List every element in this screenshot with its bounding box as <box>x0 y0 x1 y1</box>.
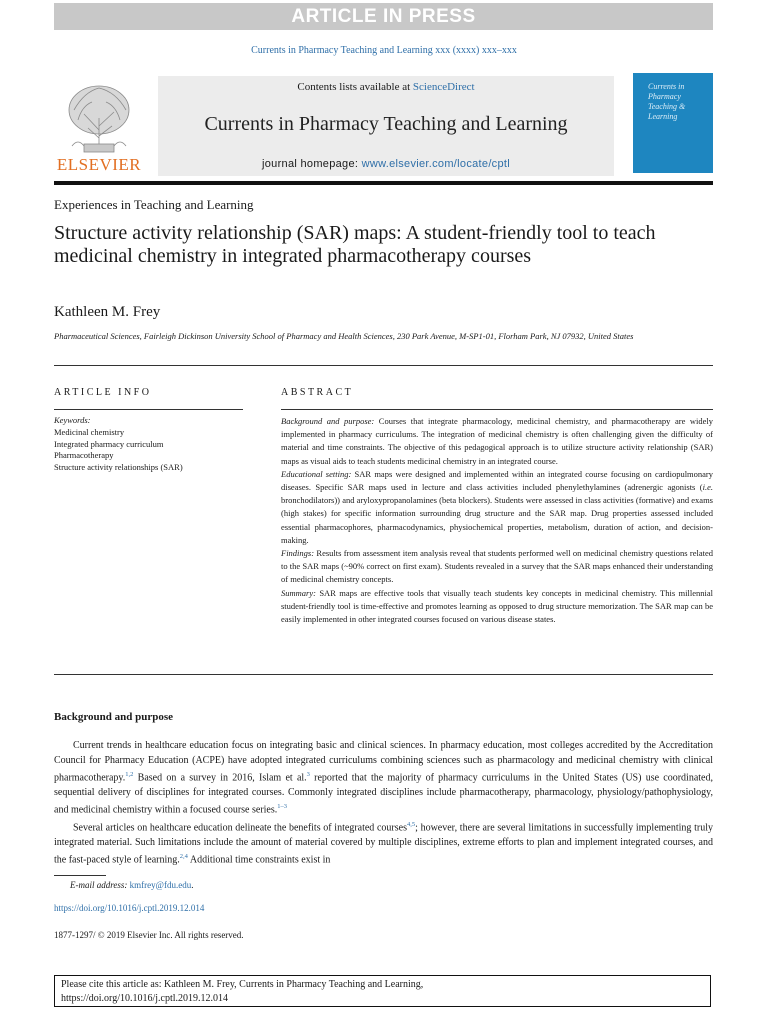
copyright-notice: 1877-1297/ © 2019 Elsevier Inc. All rights reserved. <box>54 930 244 940</box>
keyword-item: Integrated pharmacy curriculum <box>54 438 164 449</box>
elsevier-wordmark: ELSEVIER <box>56 155 142 174</box>
abstract-heading: ABSTRACT <box>281 387 354 398</box>
article-title: Structure activity relationship (SAR) maps: A student-friendly tool to teach medicinal chemistry in integrated pharmacotherapy courses <box>54 222 656 267</box>
contents-prefix: Contents lists available at <box>297 81 411 93</box>
abstract-summary: Summary: SAR maps are effective tools that visually teach students key concepts in medicinal chemistry. This millennial student-friendly tool is time-effective and promotes learning as opposed to drug structure memorization. The SAR map can be easily implemented in other integrated courses focused on various disease states. <box>281 587 713 625</box>
doi-link[interactable]: https://doi.org/10.1016/j.cptl.2019.12.014 <box>54 903 205 913</box>
author-affiliation: Pharmaceutical Sciences, Fairleigh Dickinson University School of Pharmacy and Health Sciences, 230 Park Avenue, M-SP1-01, Florham Park, NJ 07932, United States <box>54 331 634 341</box>
journal-cover-title: Currents in Pharmacy Teaching & Learning <box>648 82 686 121</box>
citation-link[interactable]: 3 <box>306 771 310 778</box>
citation-line: Please cite this article as: Kathleen M. Frey, Currents in Pharmacy Teaching and Learning, <box>61 979 424 990</box>
keywords-label: Keywords: <box>54 415 91 425</box>
journal-title: Currents in Pharmacy Teaching and Learning <box>204 113 568 135</box>
body-paragraph: Current trends in healthcare education focus on integrating basic and clinical sciences. In pharmacy education, most colleges accredited by the Accreditation Council for Pharmacy Education (ACPE) have adopted integrated curriculums combining sciences such as pharmacology and medicinal chemistry with clinical pharmacotherapy.$^{1,2}$ Based on a survey in 2016, Islam et al.$^3$ reported that the majority of pharmacy curriculums in the United States (US) use coordinated, sequential delivery of disciplines for integrated courses. Commonly integrated disciplines include pharmacotherapy, pharmacology, physiology/pathophysiology, and medicinal chemistry within a focused course series.$^{1-3}$ <box>54 740 713 816</box>
body-text <box>54 739 713 868</box>
header-divider <box>54 181 713 185</box>
abstract-body <box>281 415 713 626</box>
abstract-findings: Findings: Results from assessment item analysis reveal that students performed well on medicinal chemistry questions related to the SAR maps (~90% correct on first exam). Students revealed in a survey that the SAR maps enhanced their understanding of medicinal chemistry concepts. <box>281 548 713 585</box>
email-footnote: E-mail address: kmfrey@fdu.edu. <box>70 880 194 890</box>
body-paragraph: Several articles on healthcare education delineate the benefits of integrated courses$^{4,5}$; however, there are several limitations in successfully implementing truly integrated material. Such limitations include the amount of material covered by multiple disciplines, extreme efforts to plan and implement integrated courses, and the fast-paced style of learning.$^{2,4}$ Additional time constraints exist in <box>54 821 714 866</box>
abstract-setting: Educational setting: SAR maps were designed and implemented within an integrated course focusing on cardiopulmonary diseases. Specific SAR maps used in lecture and class activities included phenylethylamines (adrenergic agonists (i.e. bronchodilators)) and aryloxypropanolamines (beta blockers). Students were assessed in class activities (formative) and exams (high stakes) for specific information surrounding drug structure and the SAR map. Drug properties assessed included essential pharmacophores, pharmacodynamics, physiochemical properties, metabolism, duration of action, and decision-making. <box>281 468 714 545</box>
citation-doi: https://doi.org/10.1016/j.cptl.2019.12.014 <box>61 993 229 1004</box>
section-heading: Background and purpose <box>54 711 174 723</box>
homepage-prefix: journal homepage: <box>262 158 359 170</box>
divider <box>54 365 713 366</box>
citation-link[interactable]: 2,4 <box>179 853 188 861</box>
citation-link[interactable]: 4,5 <box>406 821 416 829</box>
keyword-item: Structure activity relationships (SAR) <box>54 462 183 473</box>
author-name: Kathleen M. Frey <box>54 304 161 320</box>
sciencedirect-link[interactable]: ScienceDirect <box>412 81 475 93</box>
keyword-item: Pharmacotherapy <box>54 450 114 461</box>
article-in-press-banner: ARTICLE IN PRESS <box>54 3 713 30</box>
homepage-link[interactable]: www.elsevier.com/locate/cptl <box>361 158 510 170</box>
email-link[interactable]: kmfrey@fdu.edu <box>129 880 192 890</box>
journal-homepage-line <box>158 158 614 170</box>
article-info-heading: ARTICLE INFO <box>54 387 152 398</box>
citation-link[interactable]: 1,2 <box>125 771 134 778</box>
journal-reference-link[interactable]: Currents in Pharmacy Teaching and Learning xxx (xxxx) xxx–xxx <box>251 45 517 56</box>
footnote-divider <box>54 875 106 876</box>
divider <box>54 674 713 675</box>
divider <box>281 409 713 410</box>
abstract-background: Background and purpose: Courses that integrate pharmacology, medicinal chemistry, and pharmacotherapy are widely implemented in pharmacy curriculums. The integration of medicinal chemistry is often challenging given the difficulty of material and time constraints. The objective of this pedagogical approach is to utilize structure activity relationship (SAR) maps as visual aids to teach students medicinal chemistry in an integrated course. <box>281 416 714 466</box>
citation-box <box>54 975 711 1007</box>
article-section-type: Experiences in Teaching and Learning <box>54 197 254 212</box>
keyword-item: Medicinal chemistry <box>54 426 125 437</box>
citation-link[interactable]: 1–3 <box>277 803 288 811</box>
contents-line <box>158 81 614 93</box>
divider <box>54 409 243 410</box>
keywords-list <box>54 415 183 474</box>
